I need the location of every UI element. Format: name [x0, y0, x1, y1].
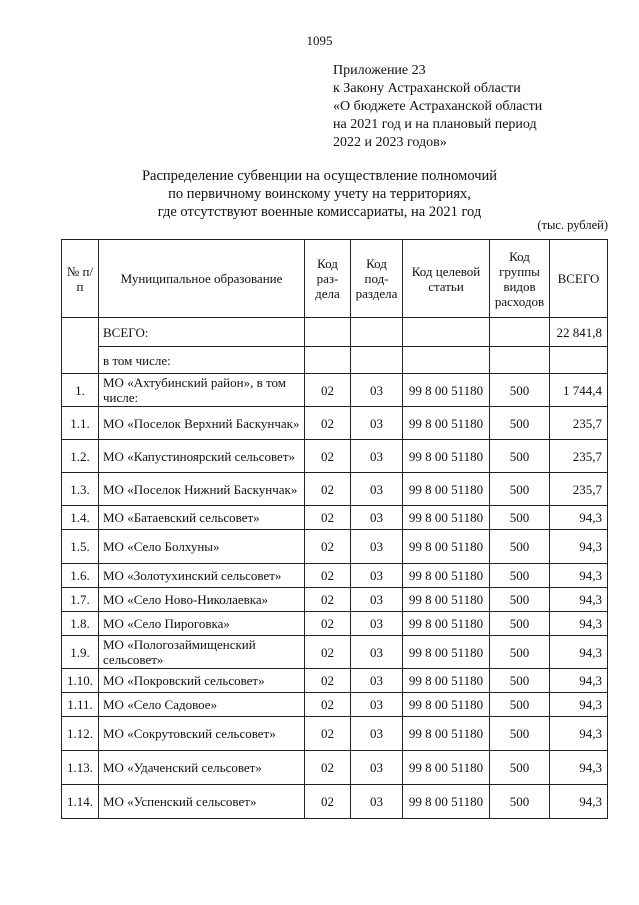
row-total: 94,3	[550, 506, 608, 530]
row-municipality: МО «Капустиноярский сельсовет»	[99, 440, 305, 473]
table-row	[62, 785, 608, 819]
row-municipality: МО «Батаевский сельсовет»	[99, 506, 305, 530]
row-subsection-code: 03	[351, 588, 403, 612]
units-label: (тыс. рублей)	[537, 218, 608, 232]
row-num: 1.10.	[62, 669, 99, 693]
grand-total-row	[62, 318, 608, 347]
row-target-code: 99 8 00 51180	[403, 636, 490, 669]
table-row	[62, 564, 608, 588]
row-municipality: МО «Золотухинский сельсовет»	[99, 564, 305, 588]
row-num: 1.13.	[62, 751, 99, 785]
table-cell	[62, 318, 99, 374]
row-section-code: 02	[305, 717, 351, 751]
row-target-code: 99 8 00 51180	[403, 588, 490, 612]
row-group-code: 500	[490, 751, 550, 785]
row-section-code: 02	[305, 407, 351, 440]
row-group-code: 500	[490, 636, 550, 669]
grand-total-label: ВСЕГО:	[99, 318, 305, 347]
table-row	[62, 530, 608, 564]
title-line: где отсутствуют военные комиссариаты, на 2021 год	[157, 204, 482, 220]
row-num: 1.11.	[62, 693, 99, 717]
row-num: 1.1.	[62, 407, 99, 440]
row-section-code: 02	[305, 612, 351, 636]
row-municipality: МО «Пологозаймищенский сельсовет»	[99, 636, 305, 669]
header-total: ВСЕГО	[550, 240, 608, 318]
row-group-code: 500	[490, 506, 550, 530]
row-section-code: 02	[305, 374, 351, 407]
row-target-code: 99 8 00 51180	[403, 506, 490, 530]
row-target-code: 99 8 00 51180	[403, 530, 490, 564]
row-total: 1 744,4	[550, 374, 608, 407]
row-section-code: 02	[305, 530, 351, 564]
row-total: 94,3	[550, 669, 608, 693]
header-target: Код целевой статьи	[403, 240, 490, 318]
row-group-code: 500	[490, 588, 550, 612]
row-section-code: 02	[305, 751, 351, 785]
row-group-code: 500	[490, 669, 550, 693]
row-group-code: 500	[490, 530, 550, 564]
row-subsection-code: 03	[351, 636, 403, 669]
header-subsection: Код под-раздела	[351, 240, 403, 318]
row-municipality: МО «Село Болхуны»	[99, 530, 305, 564]
row-subsection-code: 03	[351, 693, 403, 717]
row-target-code: 99 8 00 51180	[403, 612, 490, 636]
row-num: 1.14.	[62, 785, 99, 819]
row-municipality: МО «Село Садовое»	[99, 693, 305, 717]
subvention-table	[61, 239, 608, 819]
row-num: 1.5.	[62, 530, 99, 564]
row-num: 1.3.	[62, 473, 99, 506]
row-group-code: 500	[490, 407, 550, 440]
row-total: 94,3	[550, 751, 608, 785]
table-row	[62, 693, 608, 717]
row-subsection-code: 03	[351, 785, 403, 819]
appendix-line: 2022 и 2023 годов»	[333, 135, 447, 150]
table-row	[62, 717, 608, 751]
table-row	[62, 612, 608, 636]
row-section-code: 02	[305, 588, 351, 612]
table-row	[62, 374, 608, 407]
table-row	[62, 473, 608, 506]
table-row	[62, 407, 608, 440]
row-num: 1.12.	[62, 717, 99, 751]
row-subsection-code: 03	[351, 717, 403, 751]
row-section-code: 02	[305, 785, 351, 819]
table-row	[62, 751, 608, 785]
table-cell	[490, 318, 550, 347]
row-group-code: 500	[490, 374, 550, 407]
row-num: 1.6.	[62, 564, 99, 588]
row-subsection-code: 03	[351, 374, 403, 407]
row-group-code: 500	[490, 785, 550, 819]
row-num: 1.9.	[62, 636, 99, 669]
row-municipality: МО «Успенский сельсовет»	[99, 785, 305, 819]
table-row	[62, 588, 608, 612]
row-target-code: 99 8 00 51180	[403, 669, 490, 693]
row-total: 94,3	[550, 693, 608, 717]
row-subsection-code: 03	[351, 407, 403, 440]
row-target-code: 99 8 00 51180	[403, 785, 490, 819]
row-target-code: 99 8 00 51180	[403, 407, 490, 440]
title-line: по первичному воинскому учету на территориях,	[168, 186, 471, 202]
row-num: 1.4.	[62, 506, 99, 530]
row-total: 94,3	[550, 785, 608, 819]
table-cell	[403, 318, 490, 347]
appendix-line: на 2021 год и на плановый период	[333, 117, 537, 132]
row-section-code: 02	[305, 636, 351, 669]
row-total: 235,7	[550, 440, 608, 473]
row-target-code: 99 8 00 51180	[403, 374, 490, 407]
header-section: Код раз-дела	[305, 240, 351, 318]
row-subsection-code: 03	[351, 669, 403, 693]
title-line: Распределение субвенции на осуществление полномочий	[141, 168, 498, 184]
row-total: 94,3	[550, 564, 608, 588]
row-subsection-code: 03	[351, 564, 403, 588]
header-name: Муниципальное образование	[99, 240, 305, 318]
row-subsection-code: 03	[351, 506, 403, 530]
row-target-code: 99 8 00 51180	[403, 751, 490, 785]
row-num: 1.	[62, 374, 99, 407]
row-total: 94,3	[550, 636, 608, 669]
table-row	[62, 506, 608, 530]
row-municipality: МО «Покровский сельсовет»	[99, 669, 305, 693]
table-row	[62, 669, 608, 693]
row-total: 94,3	[550, 588, 608, 612]
row-subsection-code: 03	[351, 751, 403, 785]
row-subsection-code: 03	[351, 473, 403, 506]
row-group-code: 500	[490, 473, 550, 506]
header-num: № п/п	[62, 240, 99, 318]
row-total: 94,3	[550, 717, 608, 751]
row-section-code: 02	[305, 693, 351, 717]
grand-total-value: 22 841,8	[550, 318, 608, 347]
row-group-code: 500	[490, 440, 550, 473]
row-subsection-code: 03	[351, 612, 403, 636]
row-section-code: 02	[305, 564, 351, 588]
row-total: 235,7	[550, 407, 608, 440]
row-total: 94,3	[550, 612, 608, 636]
including-label: в том числе:	[99, 347, 305, 374]
row-total: 235,7	[550, 473, 608, 506]
table-cell	[305, 318, 351, 347]
table-cell	[351, 318, 403, 347]
row-group-code: 500	[490, 564, 550, 588]
table-row	[62, 440, 608, 473]
appendix-header	[333, 62, 633, 152]
row-subsection-code: 03	[351, 530, 403, 564]
header-group: Код группы видов расходов	[490, 240, 550, 318]
row-num: 1.8.	[62, 612, 99, 636]
row-section-code: 02	[305, 506, 351, 530]
row-group-code: 500	[490, 612, 550, 636]
row-group-code: 500	[490, 717, 550, 751]
row-municipality: МО «Село Пироговка»	[99, 612, 305, 636]
row-target-code: 99 8 00 51180	[403, 717, 490, 751]
row-municipality: МО «Ахтубинский район», в том числе:	[99, 374, 305, 407]
table-cell	[351, 347, 403, 374]
row-section-code: 02	[305, 440, 351, 473]
row-municipality: МО «Сокрутовский сельсовет»	[99, 717, 305, 751]
table-header-row	[62, 240, 608, 318]
row-target-code: 99 8 00 51180	[403, 693, 490, 717]
page-number: 1095	[306, 33, 333, 48]
appendix-line: к Закону Астраханской области	[333, 81, 521, 96]
row-subsection-code: 03	[351, 440, 403, 473]
row-group-code: 500	[490, 693, 550, 717]
row-num: 1.2.	[62, 440, 99, 473]
row-municipality: МО «Поселок Верхний Баскунчак»	[99, 407, 305, 440]
table-cell	[305, 347, 351, 374]
row-total: 94,3	[550, 530, 608, 564]
table-row	[62, 636, 608, 669]
table-cell	[403, 347, 490, 374]
document-title	[0, 167, 639, 221]
appendix-line: Приложение 23	[333, 63, 426, 78]
row-municipality: МО «Удаченский сельсовет»	[99, 751, 305, 785]
row-target-code: 99 8 00 51180	[403, 473, 490, 506]
appendix-line: «О бюджете Астраханской области	[333, 99, 543, 114]
row-num: 1.7.	[62, 588, 99, 612]
row-section-code: 02	[305, 473, 351, 506]
row-target-code: 99 8 00 51180	[403, 440, 490, 473]
row-section-code: 02	[305, 669, 351, 693]
row-target-code: 99 8 00 51180	[403, 564, 490, 588]
table-cell	[550, 347, 608, 374]
row-municipality: МО «Село Ново-Николаевка»	[99, 588, 305, 612]
row-municipality: МО «Поселок Нижний Баскунчак»	[99, 473, 305, 506]
including-row	[62, 347, 608, 374]
table-cell	[490, 347, 550, 374]
